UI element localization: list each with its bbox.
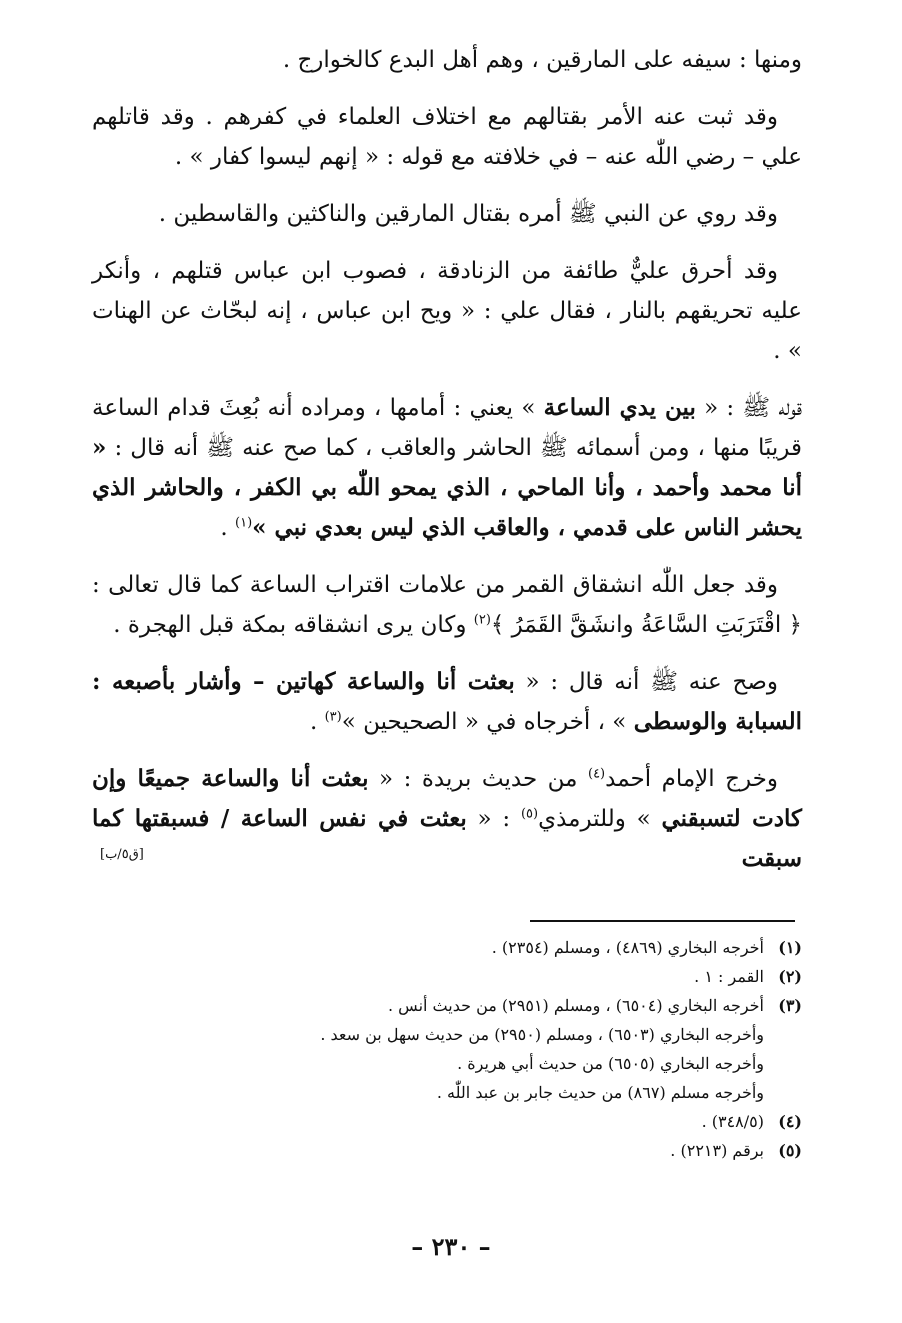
paragraph-5-hadith: « أنا محمد وأحمد ، وأنا الماحي ، الذي يمحو اللّٰه بي الكفر ، والحاشر الذي يحشر الناس على قدمي ، والعاقب الذي ليس بعدي نبي » [92,434,802,541]
footnote-text: وأخرجه مسلم (٨٦٧) من حديث جابر بن عبد اللّٰه . [436,1083,764,1102]
paragraph-8-hadith-1: بعثت أنا والساعة جميعًا وإن كادت لتسبقني [92,765,803,832]
footnote-number: (١) [778,938,802,957]
paragraph-5-quote: بين يدي الساعة [543,394,696,421]
page-number: – ٢٣٠ – [411,1232,491,1261]
paragraph-7-hadith: بعثت أنا والساعة كهاتين – وأشار بأصبعه : السبابة والوسطى [92,668,802,735]
paragraph-3 [92,194,802,234]
footnote-1 [110,933,802,962]
paragraph-8-text: من حديث بريدة : « [368,766,588,792]
paragraph-8-intro: وخرج الإمام أحمد [605,766,778,792]
footnote-4 [110,1107,802,1136]
paragraph-8 [92,759,802,879]
paragraph-7-intro: وصح عنه ﷺ أنه قال : « [514,669,778,695]
paragraph-5-text: » يعني : أمامها ، ومراده أنه بُعِثَ قدام الساعة قريبًا منها ، ومن أسمائه ﷺ الحاشر والعاقب ، كما صح عنه ﷺ أنه قال : [92,395,802,461]
footnote-number: (٥) [778,1141,802,1160]
paragraph-8-text-2: » وللترمذي [538,806,662,832]
paragraph-2 [92,97,802,177]
footnote-number: (٢) [778,967,802,986]
footnote-number: (٣) [778,996,802,1015]
footnote-ref-4[interactable]: (٤) [587,766,606,782]
footnote-3 [110,991,802,1020]
paragraph-5 [92,388,802,548]
paragraph-1 [92,40,802,80]
footnote-3-continuation [110,1020,802,1049]
footnote-2 [110,962,802,991]
footnote-number: (٤) [778,1112,802,1131]
footnote-3-continuation [110,1049,802,1078]
paragraph-3-text: وقد روي عن النبي ﷺ أمره بقتال المارقين والناكثين والقاسطين . [158,201,778,227]
footnote-5 [110,1136,802,1165]
footnote-text: وأخرجه البخاري (٦٥٠٥) من حديث أبي هريرة . [457,1054,764,1073]
paragraph-8-hadith-2: بعثت في نفس الساعة / فسبقتها كما سبقت [92,805,802,872]
paragraph-6-text: وقد جعل اللّٰه انشقاق القمر من علامات اقتراب الساعة كما قال تعالى : ﴿ اقْتَرَبَتِ السَّاعَةُ وانشَقَّ القَمَرُ ﴾ [92,572,802,638]
paragraph-6 [92,565,802,645]
footnote-text: برقم (٢٢١٣) . [670,1141,764,1160]
paragraph-5-intro: قوله ﷺ : « [695,395,802,421]
paragraph-5-end: . [220,515,236,541]
paragraph-1-text: ومنها : سيفه على المارقين ، وهم أهل البدع كالخوارج . [282,47,802,73]
footnote-ref-2[interactable]: (٢) [473,612,491,628]
paragraph-7-text: » ، أخرجاه في « الصحيحين » [341,709,634,735]
paragraph-7 [92,662,802,742]
footnote-ref-1[interactable]: (١) [235,515,253,531]
paragraph-8-text-3: : « [466,806,521,832]
paragraph-7-end: . [309,709,325,735]
paragraph-4-text: وقد أحرق عليٌّ طائفة من الزنادقة ، فصوب ابن عباس قتلهم ، وأنكر عليه تحريقهم بالنار ، فقال علي : « ويح ابن عباس ، إنه لبحّاث عن الهنات » . [92,258,802,364]
footnote-text: أخرجه البخاري (٤٨٦٩) ، ومسلم (٢٣٥٤) . [491,938,764,957]
paragraph-4 [92,251,802,371]
manuscript-folio-marker: [ق٥/ب] [100,847,144,862]
paragraph-2-text: وقد ثبت عنه الأمر بقتالهم مع اختلاف العلماء في كفرهم . وقد قاتلهم علي – رضي اللّٰه عنه – في خلافته مع قوله : « إنهم ليسوا كفار » . [92,104,802,170]
footnote-ref-5[interactable]: (٥) [520,806,539,822]
footnote-separator [530,920,795,922]
footnote-ref-3[interactable]: (٣) [324,709,342,725]
main-text [92,40,802,896]
footnote-text: القمر : ١ . [694,967,764,986]
footnote-text: وأخرجه البخاري (٦٥٠٣) ، ومسلم (٢٩٥٠) من حديث سهل بن سعد . [320,1025,764,1044]
footnote-text: أخرجه البخاري (٦٥٠٤) ، ومسلم (٢٩٥١) من حديث أنس . [388,996,764,1015]
footnotes [110,933,802,1165]
paragraph-6-end: وكان يرى انشقاقه بمكة قبل الهجرة . [113,612,474,638]
footnote-3-continuation [110,1078,802,1107]
footnote-text: (٣٤٨/٥) . [701,1112,764,1131]
